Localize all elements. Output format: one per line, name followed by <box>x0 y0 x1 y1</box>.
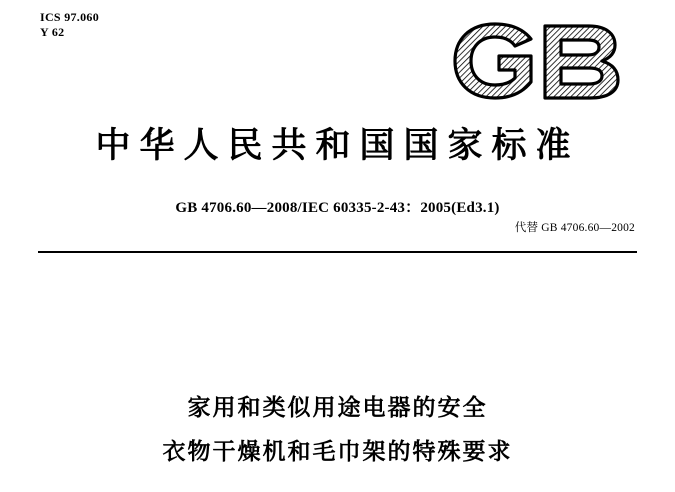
replaced-standard-note: 代替 GB 4706.60—2002 <box>514 222 635 234</box>
standard-number: GB 4706.60—2008/IEC 60335-2-43：2005(Ed3.1) <box>175 200 500 216</box>
horizontal-divider <box>38 251 637 253</box>
category-code: Y 62 <box>40 25 65 39</box>
ics-code: ICS 97.060 <box>40 10 100 24</box>
document-subject <box>0 386 675 474</box>
subject-line-2: 衣物干燥机和毛巾架的特殊要求 <box>162 438 513 465</box>
classification-codes <box>40 10 99 40</box>
gb-emblem-icon <box>449 20 637 102</box>
subject-line-1: 家用和类似用途电器的安全 <box>187 394 488 421</box>
page-title: 中华人民共和国国家标准 <box>95 125 580 166</box>
